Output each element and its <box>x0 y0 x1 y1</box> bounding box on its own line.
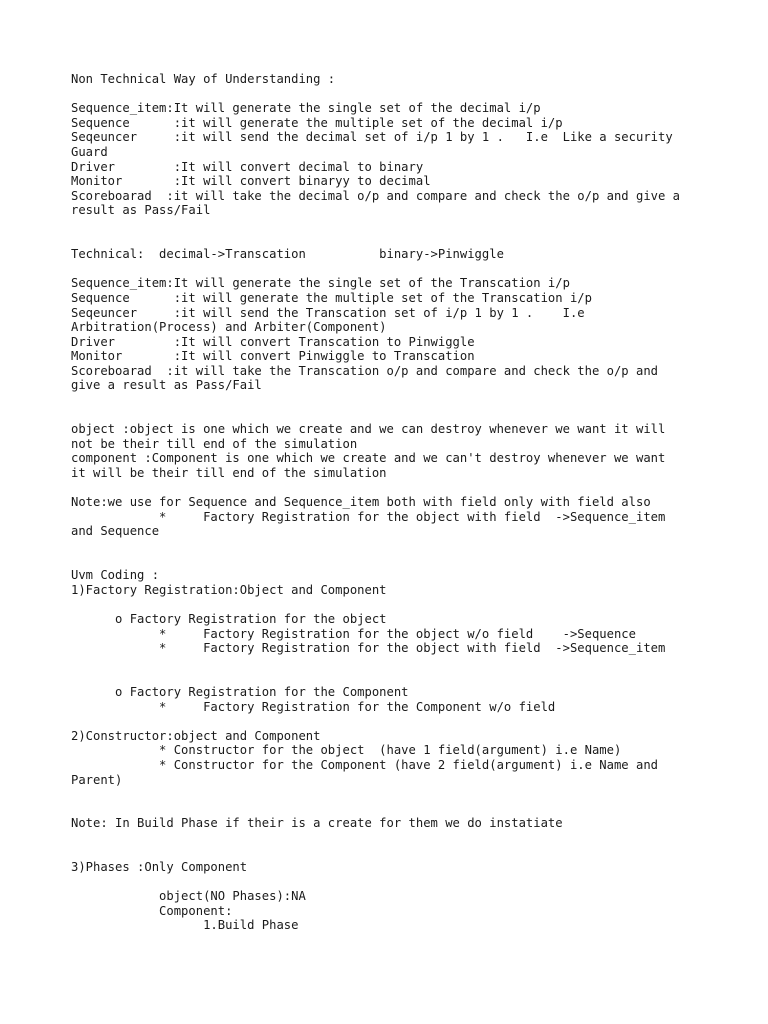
text-line: Technical: decimal->Transcation binary->Pinwiggle <box>71 247 504 262</box>
text-line: not be their till end of the simulation <box>71 436 358 451</box>
text-line <box>71 831 701 846</box>
text-line <box>71 670 701 685</box>
text-line: Sequence_item:It will generate the single set of the Transcation i/p <box>71 276 570 291</box>
text-line <box>71 802 701 817</box>
text-line: it will be their till end of the simulation <box>71 466 387 481</box>
text-line: Component: <box>71 903 233 918</box>
text-line: Note:we use for Sequence and Sequence_item both with field only with field also <box>71 495 651 510</box>
text-line <box>71 218 701 233</box>
text-line: * Factory Registration for the Component w/o field <box>71 699 556 714</box>
text-line: Monitor :It will convert Pinwiggle to Transcation <box>71 349 475 364</box>
text-line: 1.Build Phase <box>71 918 299 933</box>
text-line: 2)Constructor:object and Component <box>71 728 321 743</box>
text-line <box>71 656 701 671</box>
text-line <box>71 408 701 423</box>
text-line: Sequence_item:It will generate the single set of the decimal i/p <box>71 101 541 116</box>
text-line: Parent) <box>71 772 123 787</box>
text-line: Driver :It will convert Transcation to Pinwiggle <box>71 334 475 349</box>
text-line: * Constructor for the object (have 1 field(argument) i.e Name) <box>71 743 622 758</box>
text-line: Driver :It will convert decimal to binary <box>71 159 424 174</box>
text-line: Arbitration(Process) and Arbiter(Component) <box>71 320 387 335</box>
text-line <box>71 554 701 569</box>
text-line: give a result as Pass/Fail <box>71 378 262 393</box>
text-line <box>71 262 701 277</box>
text-line: Uvm Coding : <box>71 568 160 583</box>
text-line: * Factory Registration for the object with field ->Sequence_item <box>71 641 666 656</box>
text-line <box>71 845 701 860</box>
text-line: Non Technical Way of Understanding : <box>71 72 336 86</box>
text-line: Note: In Build Phase if their is a create for them we do instatiate <box>71 816 563 831</box>
text-line <box>71 87 701 102</box>
text-line <box>71 875 701 890</box>
text-line: Scoreboarad :it will take the Transcation o/p and compare and check the o/p and <box>71 363 658 378</box>
text-line: Sequence :it will generate the multiple set of the Transcation i/p <box>71 290 592 305</box>
text-line: 1)Factory Registration:Object and Component <box>71 582 387 597</box>
text-line: Seqeuncer :it will send the decimal set of i/p 1 by 1 . I.e Like a security <box>71 130 673 145</box>
text-line <box>71 481 701 496</box>
text-line: Monitor :It will convert binaryy to decimal <box>71 174 431 189</box>
text-line: o Factory Registration for the Component <box>71 684 409 699</box>
text-line: Seqeuncer :it will send the Transcation set of i/p 1 by 1 . I.e <box>71 305 585 320</box>
text-line: * Factory Registration for the object with field ->Sequence_item <box>71 509 666 524</box>
text-line <box>71 393 701 408</box>
text-line: 3)Phases :Only Component <box>71 860 248 875</box>
text-line: Sequence :it will generate the multiple set of the decimal i/p <box>71 115 563 130</box>
text-line <box>71 539 701 554</box>
text-line: object(NO Phases):NA <box>71 889 306 904</box>
text-line: component :Component is one which we create and we can't destroy whenever we want <box>71 451 666 466</box>
text-line: Guard <box>71 144 108 159</box>
text-line <box>71 787 701 802</box>
text-line: o Factory Registration for the object <box>71 611 387 626</box>
text-line: Scoreboarad :it will take the decimal o/p and compare and check the o/p and give a <box>71 188 681 203</box>
text-line: result as Pass/Fail <box>71 203 211 218</box>
text-line: * Factory Registration for the object w/o field ->Sequence <box>71 626 636 641</box>
text-line <box>71 597 701 612</box>
text-line: * Constructor for the Component (have 2 field(argument) i.e Name and <box>71 757 658 772</box>
text-line: object :object is one which we create and we can destroy whenever we want it will <box>71 422 666 437</box>
document-body <box>71 72 701 933</box>
text-line <box>71 714 701 729</box>
text-line <box>71 233 701 248</box>
text-line: and Sequence <box>71 524 160 539</box>
